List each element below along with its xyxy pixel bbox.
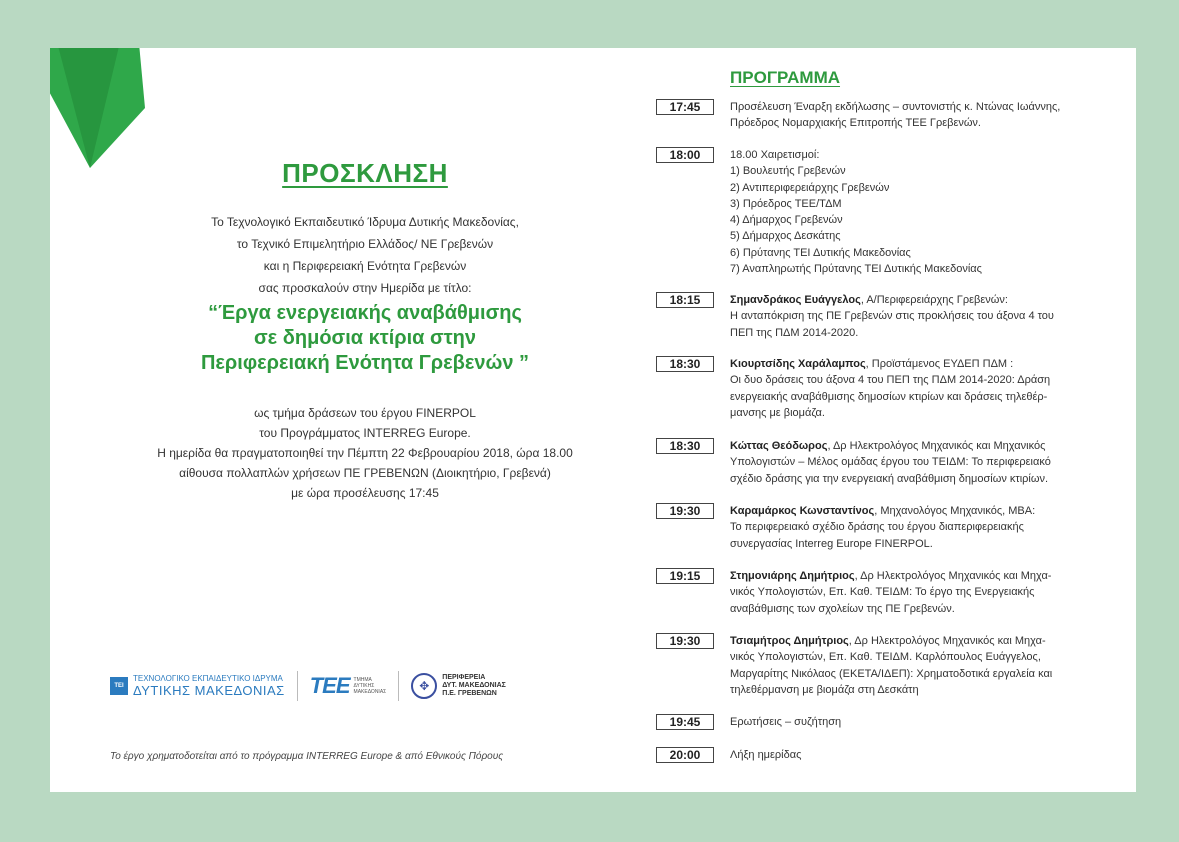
desc-line: ΠΕΠ της ΠΔΜ 2014-2020. — [730, 326, 859, 339]
speaker-name: Καραμάρκος Κωνσταντίνος — [730, 505, 875, 517]
time-badge: 19:30 — [656, 633, 714, 649]
desc-text: , Α/Περιφερειάρχης Γρεβενών: — [860, 294, 1008, 306]
tei-logo-mark: ΤΕΙ — [110, 677, 128, 695]
item-description — [730, 99, 1110, 132]
time-badge: 17:45 — [656, 99, 714, 115]
item-description — [730, 438, 1110, 487]
desc-line: Ερωτήσεις – συζήτηση — [730, 716, 842, 728]
speaker-name: Τσιαμήτρος Δημήτριος — [730, 635, 849, 647]
desc-line: 5) Δήμαρχος Δεσκάτης — [730, 230, 841, 243]
region-seal-icon: ✥ — [411, 673, 437, 699]
tei-logo — [110, 674, 285, 698]
item-description — [730, 747, 1110, 763]
item-description — [730, 356, 1110, 421]
partner-logos — [110, 668, 510, 704]
event-details — [110, 403, 620, 503]
logo-divider — [398, 671, 399, 701]
time-badge: 18:30 — [656, 438, 714, 454]
desc-line: Το περιφερειακό σχέδιο δράσης του έργου διαπεριφερειακής — [730, 521, 1024, 534]
details-line: με ώρα προσέλευσης 17:45 — [291, 486, 439, 500]
details-line: αίθουσα πολλαπλών χρήσεων ΠΕ ΓΡΕΒΕΝΩΝ (Διοικητήριο, Γρεβενά) — [179, 466, 551, 480]
tee-logo — [310, 673, 387, 699]
desc-line: 1) Βουλευτής Γρεβενών — [730, 165, 846, 178]
details-line: Η ημερίδα θα πραγματοποιηθεί την Πέμπτη 22 Φεβρουαρίου 2018, ώρα 18.00 — [157, 446, 573, 460]
desc-line: 18.00 Χαιρετισμοί: — [730, 149, 820, 161]
desc-line: συνεργασίας Interreg Europe FINERPOL. — [730, 537, 933, 550]
desc-line: τηλεθέρμανση με βιομάζα στη Δεσκάτη — [730, 683, 919, 696]
desc-text: , Δρ Ηλεκτρολόγος Μηχανικός και Μηχα- — [854, 570, 1052, 582]
desc-line: ενεργειακής αναβάθμισης δημοσίων κτιρίων και δράσεις τηλεθέρ- — [730, 390, 1048, 403]
desc-text: , Δρ Ηλεκτρολόγος Μηχανικός και Μηχανικός — [827, 440, 1046, 452]
intro-line: το Τεχνικό Επιμελητήριο Ελλάδος/ ΝΕ Γρεβενών — [236, 237, 494, 251]
speaker-name: Κιουρτσίδης Χαράλαμπος — [730, 358, 866, 370]
tei-logo-line1: ΤΕΧΝΟΛΟΓΙΚΟ ΕΚΠΑΙΔΕΥΤΙΚΟ ΙΔΡΥΜΑ — [133, 674, 283, 683]
region-logo-line: ΔΥΤ. ΜΑΚΕΔΟΝΙΑΣ — [442, 682, 506, 689]
invitation-title: ΠΡΟΣΚΛΗΣΗ — [282, 158, 448, 188]
desc-text: , Μηχανολόγος Μηχανικός, MBA: — [874, 505, 1036, 517]
desc-line: νικός Υπολογιστών, Επ. Καθ. ΤΕΙΔΜ: Το έργο της Ενεργειακής — [730, 586, 1035, 599]
desc-line: 6) Πρύτανης ΤΕΙ Δυτικής Μακεδονίας — [730, 246, 911, 259]
speaker-name: Στημονιάρης Δημήτριος — [730, 570, 855, 582]
intro-line: και η Περιφερειακή Ενότητα Γρεβενών — [263, 259, 467, 273]
desc-line: Πρόεδρος Νομαρχιακής Επιτροπής ΤΕΕ Γρεβενών. — [730, 117, 981, 130]
event-title-line: “Έργα ενεργειακής αναβάθμισης — [208, 302, 522, 324]
time-badge: 20:00 — [656, 747, 714, 763]
desc-line: Η ανταπόκριση της ΠΕ Γρεβενών στις προκλήσεις του άξονα 4 του — [730, 310, 1054, 323]
desc-line: σχέδιο δράσης για την ενεργειακή αναβάθμιση δημοσίων κτιρίων. — [730, 472, 1049, 485]
details-line: του Προγράμματος INTERREG Europe. — [259, 426, 471, 440]
desc-line: αναβάθμισης των σχολείων της ΠΕ Γρεβενών. — [730, 602, 955, 615]
event-title — [110, 301, 620, 376]
item-description — [730, 633, 1110, 698]
item-description — [730, 714, 1110, 730]
intro-line: σας προσκαλούν στην Ημερίδα με τίτλο: — [258, 281, 472, 295]
green-ribbon-decoration — [50, 48, 210, 228]
speaker-name: Κώττας Θεόδωρος — [730, 440, 828, 452]
desc-line: 3) Πρόεδρος ΤΕΕ/ΤΔΜ — [730, 197, 842, 210]
time-badge: 18:00 — [656, 147, 714, 163]
tee-logo-sub: ΔΥΤΙΚΗΣ — [353, 683, 375, 689]
desc-line: 2) Αντιπεριφερειάρχης Γρεβενών — [730, 181, 890, 194]
desc-text: , Δρ Ηλεκτρολόγος Μηχανικός και Μηχα- — [848, 635, 1046, 647]
funding-note: Το έργο χρηματοδοτείται από το πρόγραμμα INTERREG Europe & από Εθνικούς Πόρους — [110, 751, 504, 762]
desc-line: Οι δυο δράσεις του άξονα 4 του ΠΕΠ της ΠΔΜ 2014-2020: Δράση — [730, 374, 1051, 387]
desc-line: νικός Υπολογιστών, Επ. Καθ. ΤΕΙΔΜ. Καρλόπουλος Ευάγγελος, — [730, 651, 1041, 664]
invitation-intro — [110, 211, 620, 299]
desc-line: Μαργαρίτης Νικόλαος (ΕΚΕΤΑ/ΙΔΕΠ): Χρηματοδοτικά εργαλεία και — [730, 667, 1053, 680]
region-logo — [411, 673, 506, 699]
tee-logo-mark: ΤΕΕ — [309, 673, 350, 698]
region-logo-line: ΠΕΡΙΦΕΡΕΙΑ — [442, 674, 486, 681]
item-description — [730, 568, 1110, 617]
programme-title: ΠΡΟΓΡΑΜΜΑ — [730, 68, 841, 87]
desc-line: 4) Δήμαρχος Γρεβενών — [730, 214, 843, 227]
event-title-line: Περιφερειακή Ενότητα Γρεβενών ” — [200, 352, 530, 374]
tei-logo-line2: ΔΥΤΙΚΗΣ ΜΑΚΕΔΟΝΙΑΣ — [133, 683, 285, 698]
time-badge: 19:30 — [656, 503, 714, 519]
time-badge: 19:45 — [656, 714, 714, 730]
desc-line: Λήξη ημερίδας — [730, 749, 802, 761]
invitation-card — [50, 48, 1136, 792]
item-description — [730, 292, 1110, 341]
item-description — [730, 503, 1110, 552]
tee-logo-sub: ΤΜΗΜΑ — [353, 677, 372, 683]
logo-divider — [297, 671, 298, 701]
speaker-name: Σημανδράκος Ευάγγελος — [730, 294, 861, 306]
desc-text: , Προϊστάμενος ΕΥΔΕΠ ΠΔΜ : — [865, 358, 1014, 370]
desc-line: Προσέλευση Έναρξη εκδήλωσης – συντονιστής κ. Ντώνας Ιωάννης, — [730, 101, 1061, 113]
event-title-line: σε δημόσια κτίρια στην — [254, 327, 476, 349]
time-badge: 19:15 — [656, 568, 714, 584]
time-badge: 18:15 — [656, 292, 714, 308]
item-description — [730, 147, 1110, 277]
region-logo-line: Π.Ε. ΓΡΕΒΕΝΩΝ — [442, 690, 497, 697]
tee-logo-sub: ΜΑΚΕΔΟΝΙΑΣ — [353, 689, 387, 695]
desc-line: 7) Αναπληρωτής Πρύτανης ΤΕΙ Δυτικής Μακεδονίας — [730, 263, 982, 276]
desc-line: Υπολογιστών – Μέλος ομάδας έργου του ΤΕΙΔΜ: Το περιφερειακό — [730, 456, 1051, 469]
details-line: ως τμήμα δράσεων του έργου FINERPOL — [254, 406, 476, 420]
desc-line: μανσης με βιομάζα. — [730, 406, 825, 419]
intro-line: Το Τεχνολογικό Εκπαιδευτικό Ίδρυμα Δυτικής Μακεδονίας, — [211, 215, 519, 229]
time-badge: 18:30 — [656, 356, 714, 372]
